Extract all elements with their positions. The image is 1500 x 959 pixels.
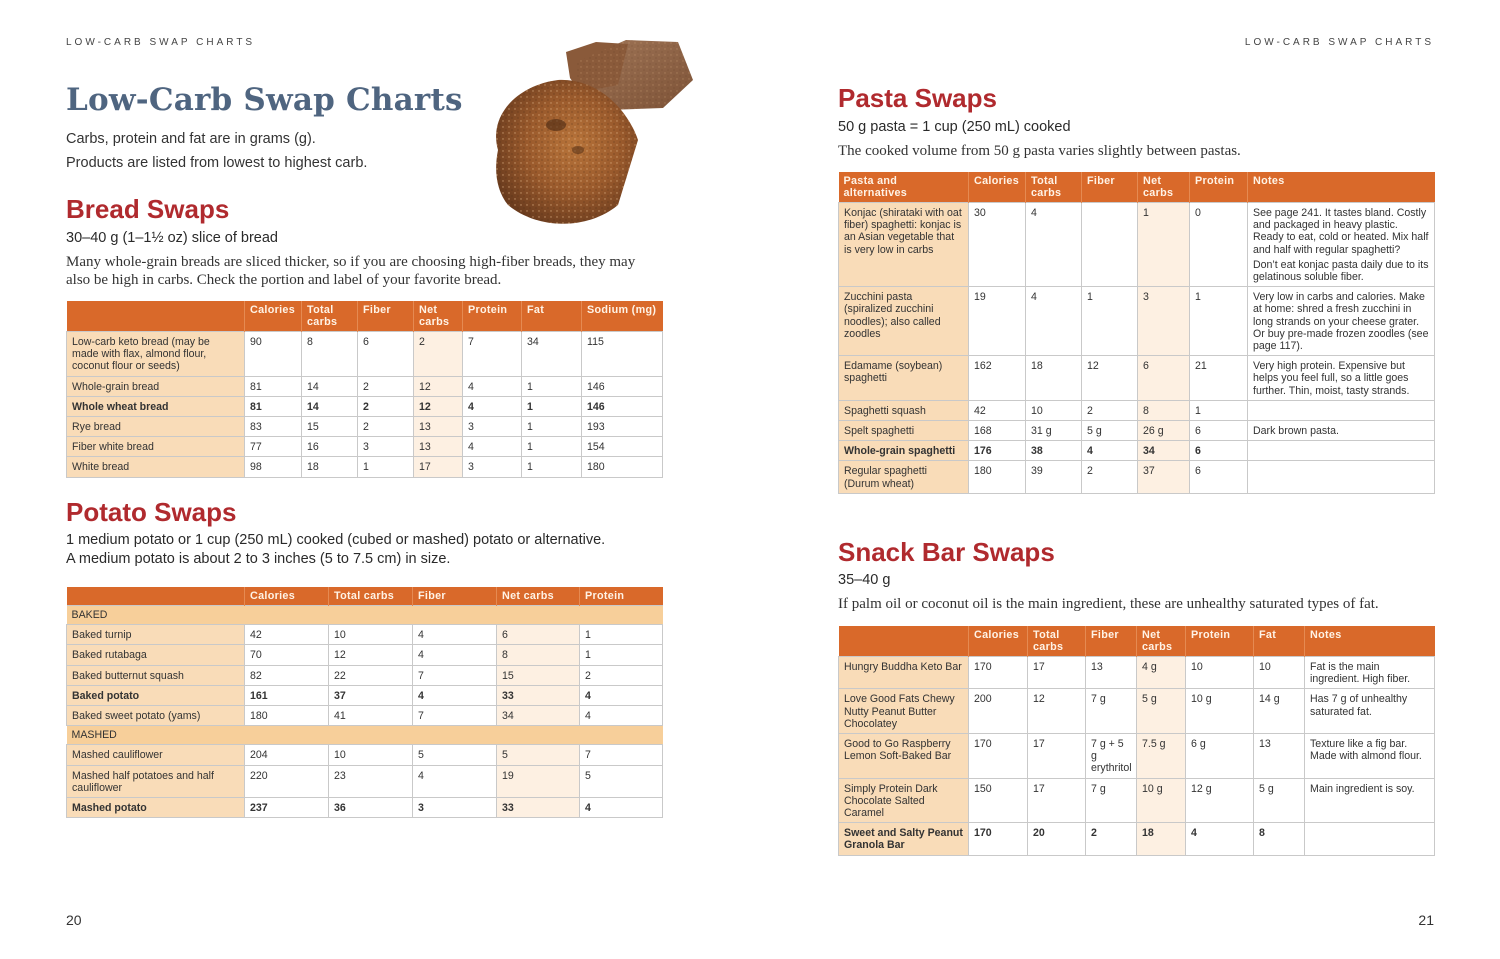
value-cell: 12 bbox=[1028, 689, 1086, 734]
item-name-cell: White bread bbox=[67, 457, 245, 477]
value-cell: 204 bbox=[245, 745, 329, 765]
running-head: LOW-CARB SWAP CHARTS bbox=[66, 37, 256, 48]
value-cell: 12 bbox=[329, 645, 413, 665]
value-cell: 4 bbox=[580, 798, 663, 818]
value-cell: 2 bbox=[414, 332, 463, 377]
column-header bbox=[67, 587, 245, 606]
value-cell: 4 bbox=[1026, 203, 1082, 287]
value-cell: 36 bbox=[329, 798, 413, 818]
group-label-text: MASHED bbox=[71, 729, 117, 742]
value-cell: 18 bbox=[302, 457, 358, 477]
value-cell: 10 bbox=[329, 745, 413, 765]
value-cell: 161 bbox=[245, 685, 329, 705]
column-header: Fiber bbox=[358, 301, 414, 332]
column-header: Net carbs bbox=[497, 587, 580, 606]
value-cell: 7.5 g bbox=[1137, 734, 1186, 779]
pasta-section-title: Pasta Swaps bbox=[838, 83, 997, 113]
column-header bbox=[67, 301, 245, 332]
column-header: Fiber bbox=[413, 587, 497, 606]
value-cell: 3 bbox=[463, 457, 522, 477]
table-header-row bbox=[67, 301, 663, 332]
value-cell: 2 bbox=[580, 665, 663, 685]
value-cell: 1 bbox=[522, 457, 582, 477]
item-name-cell: Mashed half potatoes and half cauliflower bbox=[67, 765, 245, 797]
value-cell: 154 bbox=[582, 437, 663, 457]
value-cell: 41 bbox=[329, 706, 413, 726]
table-row bbox=[839, 421, 1435, 441]
item-name-cell: Rye bread bbox=[67, 417, 245, 437]
notes-cell bbox=[1248, 356, 1435, 401]
value-cell: 1 bbox=[1138, 203, 1190, 287]
table-row bbox=[839, 356, 1435, 401]
value-cell: 2 bbox=[358, 417, 414, 437]
potato-portion-line-2: A medium potato is about 2 to 3 inches (5 to 7.5 cm) in size. bbox=[66, 551, 451, 567]
value-cell: 180 bbox=[582, 457, 663, 477]
value-cell: 83 bbox=[245, 417, 302, 437]
item-name-cell: Whole wheat bread bbox=[67, 396, 245, 416]
value-cell: 17 bbox=[414, 457, 463, 477]
value-cell: 10 g bbox=[1186, 689, 1254, 734]
value-cell: 180 bbox=[969, 461, 1026, 493]
pasta-swap-table bbox=[838, 172, 1435, 494]
item-name-cell: Zucchini pasta (spiralized zucchini noodles); also called zoodles bbox=[839, 287, 969, 356]
page-number: 21 bbox=[1418, 912, 1434, 928]
value-cell: 12 g bbox=[1186, 778, 1254, 823]
column-header: Total carbs bbox=[1028, 626, 1086, 657]
value-cell: 14 bbox=[302, 396, 358, 416]
item-name-cell: Mashed potato bbox=[67, 798, 245, 818]
value-cell: 4 bbox=[413, 685, 497, 705]
running-head: LOW-CARB SWAP CHARTS bbox=[1244, 37, 1434, 48]
value-cell: 20 bbox=[1028, 823, 1086, 855]
value-cell: 7 g bbox=[1086, 689, 1137, 734]
table-row bbox=[67, 798, 663, 818]
value-cell: 3 bbox=[358, 437, 414, 457]
value-cell: 12 bbox=[414, 376, 463, 396]
value-cell: 146 bbox=[582, 396, 663, 416]
value-cell: 18 bbox=[1026, 356, 1082, 401]
table-row bbox=[839, 461, 1435, 493]
column-header: Net carbs bbox=[1138, 172, 1190, 203]
value-cell: 5 bbox=[580, 765, 663, 797]
table-row bbox=[67, 745, 663, 765]
value-cell: 34 bbox=[497, 706, 580, 726]
value-cell: 1 bbox=[1082, 287, 1138, 356]
value-cell: 200 bbox=[969, 689, 1028, 734]
value-cell: 170 bbox=[969, 657, 1028, 689]
column-header: Calories bbox=[969, 626, 1028, 657]
column-header: Sodium (mg) bbox=[582, 301, 663, 332]
note-paragraph: Very high protein. Expensive but helps you feel full, so a little goes further. Thin, moist, tasty strands. bbox=[1253, 360, 1410, 397]
group-row bbox=[67, 606, 663, 625]
value-cell: 15 bbox=[497, 665, 580, 685]
value-cell: 30 bbox=[969, 203, 1026, 287]
column-header: Fat bbox=[522, 301, 582, 332]
right-page bbox=[750, 0, 1500, 959]
value-cell: 4 bbox=[413, 645, 497, 665]
value-cell: 170 bbox=[969, 734, 1028, 779]
value-cell: 42 bbox=[969, 400, 1026, 420]
value-cell: 180 bbox=[245, 706, 329, 726]
column-header: Total carbs bbox=[329, 587, 413, 606]
value-cell: 8 bbox=[1138, 400, 1190, 420]
value-cell: 4 bbox=[463, 396, 522, 416]
item-name-cell: Whole-grain bread bbox=[67, 376, 245, 396]
value-cell: 26 g bbox=[1138, 421, 1190, 441]
value-cell: 1 bbox=[1190, 400, 1248, 420]
table-row bbox=[67, 665, 663, 685]
value-cell: 13 bbox=[1086, 657, 1137, 689]
column-header: Total carbs bbox=[302, 301, 358, 332]
table-row bbox=[839, 400, 1435, 420]
value-cell: 2 bbox=[358, 396, 414, 416]
value-cell: 14 bbox=[302, 376, 358, 396]
table-row bbox=[839, 657, 1435, 689]
value-cell: 4 bbox=[580, 706, 663, 726]
value-cell: 70 bbox=[245, 645, 329, 665]
value-cell: 81 bbox=[245, 376, 302, 396]
item-name-cell: Baked butternut squash bbox=[67, 665, 245, 685]
item-name-cell: Whole-grain spaghetti bbox=[839, 441, 969, 461]
pasta-portion: 50 g pasta = 1 cup (250 mL) cooked bbox=[838, 119, 1071, 135]
value-cell: 42 bbox=[245, 625, 329, 645]
value-cell: 10 bbox=[329, 625, 413, 645]
value-cell: 8 bbox=[1254, 823, 1305, 855]
value-cell: 38 bbox=[1026, 441, 1082, 461]
value-cell: 4 bbox=[463, 376, 522, 396]
potato-section-title: Potato Swaps bbox=[66, 497, 237, 527]
notes-cell bbox=[1248, 461, 1435, 493]
value-cell: 5 g bbox=[1254, 778, 1305, 823]
item-name-cell: Good to Go Raspberry Lemon Soft-Baked Bar bbox=[839, 734, 969, 779]
item-name-cell: Low-carb keto bread (may be made with flax, almond flour, coconut flour or seeds) bbox=[67, 332, 245, 377]
value-cell: 4 bbox=[1082, 441, 1138, 461]
value-cell: 6 bbox=[1190, 441, 1248, 461]
column-header: Notes bbox=[1248, 172, 1435, 203]
value-cell: 1 bbox=[580, 645, 663, 665]
table-header-row bbox=[839, 172, 1435, 203]
column-header bbox=[839, 626, 969, 657]
value-cell: 81 bbox=[245, 396, 302, 416]
value-cell: 8 bbox=[302, 332, 358, 377]
notes-cell: Main ingredient is soy. bbox=[1305, 778, 1435, 823]
column-header: Protein bbox=[580, 587, 663, 606]
value-cell: 1 bbox=[522, 376, 582, 396]
item-name-cell: Mashed cauliflower bbox=[67, 745, 245, 765]
notes-cell bbox=[1248, 400, 1435, 420]
item-name-cell: Baked potato bbox=[67, 685, 245, 705]
value-cell: 7 g + 5 g erythritol bbox=[1086, 734, 1137, 779]
potato-swap-table bbox=[66, 587, 663, 818]
table-row bbox=[67, 417, 663, 437]
column-header: Fat bbox=[1254, 626, 1305, 657]
column-header: Protein bbox=[1186, 626, 1254, 657]
value-cell: 193 bbox=[582, 417, 663, 437]
column-header: Notes bbox=[1305, 626, 1435, 657]
snack-swap-table bbox=[838, 626, 1435, 856]
value-cell: 7 g bbox=[1086, 778, 1137, 823]
column-header: Fiber bbox=[1082, 172, 1138, 203]
value-cell: 6 bbox=[1190, 461, 1248, 493]
notes-cell bbox=[1305, 823, 1435, 855]
value-cell: 31 g bbox=[1026, 421, 1082, 441]
value-cell: 1 bbox=[522, 417, 582, 437]
notes-cell: Texture like a fig bar. Made with almond flour. bbox=[1305, 734, 1435, 779]
value-cell: 15 bbox=[302, 417, 358, 437]
bread-loaf-photo bbox=[478, 30, 703, 235]
value-cell: 176 bbox=[969, 441, 1026, 461]
value-cell: 4 bbox=[580, 685, 663, 705]
table-row bbox=[839, 203, 1435, 287]
value-cell: 3 bbox=[413, 798, 497, 818]
value-cell: 1 bbox=[1190, 287, 1248, 356]
value-cell: 220 bbox=[245, 765, 329, 797]
value-cell: 37 bbox=[329, 685, 413, 705]
value-cell: 170 bbox=[969, 823, 1028, 855]
group-label-text: BAKED bbox=[71, 609, 108, 621]
item-name-cell: Baked sweet potato (yams) bbox=[67, 706, 245, 726]
potato-portion-line-1: 1 medium potato or 1 cup (250 mL) cooked (cubed or mashed) potato or alternative. bbox=[66, 532, 606, 548]
value-cell: 168 bbox=[969, 421, 1026, 441]
value-cell: 22 bbox=[329, 665, 413, 685]
item-name-cell: Edamame (soybean) spaghetti bbox=[839, 356, 969, 401]
notes-cell bbox=[1248, 287, 1435, 356]
value-cell: 1 bbox=[358, 457, 414, 477]
value-cell: 77 bbox=[245, 437, 302, 457]
value-cell bbox=[1082, 203, 1138, 287]
note-paragraph: Dark brown pasta. bbox=[1253, 425, 1339, 438]
value-cell: 1 bbox=[580, 625, 663, 645]
column-header: Calories bbox=[245, 301, 302, 332]
value-cell: 17 bbox=[1028, 657, 1086, 689]
note-paragraph: Don’t eat konjac pasta daily due to its gelatinous soluble fiber. bbox=[1253, 258, 1429, 284]
item-name-cell: Baked rutabaga bbox=[67, 645, 245, 665]
value-cell: 14 g bbox=[1254, 689, 1305, 734]
value-cell: 6 bbox=[358, 332, 414, 377]
value-cell: 10 g bbox=[1137, 778, 1186, 823]
group-label bbox=[67, 726, 663, 745]
value-cell: 19 bbox=[969, 287, 1026, 356]
value-cell: 7 bbox=[580, 745, 663, 765]
value-cell: 1 bbox=[522, 437, 582, 457]
table-row bbox=[839, 287, 1435, 356]
table-row bbox=[67, 437, 663, 457]
item-name-cell: Spaghetti squash bbox=[839, 400, 969, 420]
value-cell: 7 bbox=[413, 706, 497, 726]
value-cell: 33 bbox=[497, 685, 580, 705]
value-cell: 13 bbox=[414, 417, 463, 437]
value-cell: 2 bbox=[1086, 823, 1137, 855]
value-cell: 5 g bbox=[1082, 421, 1138, 441]
value-cell: 5 g bbox=[1137, 689, 1186, 734]
value-cell: 17 bbox=[1028, 734, 1086, 779]
notes-cell: Has 7 g of unhealthy saturated fat. bbox=[1305, 689, 1435, 734]
page-number: 20 bbox=[66, 912, 82, 928]
page-title: Low-Carb Swap Charts bbox=[66, 82, 463, 118]
value-cell: 5 bbox=[413, 745, 497, 765]
table-row bbox=[839, 734, 1435, 779]
bread-portion: 30–40 g (1–1½ oz) slice of bread bbox=[66, 230, 278, 246]
table-row bbox=[67, 706, 663, 726]
notes-cell bbox=[1248, 203, 1435, 287]
table-row bbox=[67, 457, 663, 477]
column-header: Total carbs bbox=[1026, 172, 1082, 203]
value-cell: 39 bbox=[1026, 461, 1082, 493]
snack-portion: 35–40 g bbox=[838, 572, 891, 588]
value-cell: 4 bbox=[1186, 823, 1254, 855]
item-name-cell: Simply Protein Dark Chocolate Salted Caramel bbox=[839, 778, 969, 823]
value-cell: 3 bbox=[1138, 287, 1190, 356]
column-header: Pasta and alternatives bbox=[839, 172, 969, 203]
value-cell: 1 bbox=[522, 396, 582, 416]
value-cell: 4 bbox=[463, 437, 522, 457]
value-cell: 13 bbox=[414, 437, 463, 457]
notes-cell bbox=[1248, 421, 1435, 441]
table-header-row bbox=[839, 626, 1435, 657]
value-cell: 34 bbox=[522, 332, 582, 377]
value-cell: 115 bbox=[582, 332, 663, 377]
column-header: Fiber bbox=[1086, 626, 1137, 657]
value-cell: 3 bbox=[463, 417, 522, 437]
column-header: Calories bbox=[245, 587, 329, 606]
value-cell: 6 g bbox=[1186, 734, 1254, 779]
value-cell: 16 bbox=[302, 437, 358, 457]
table-row bbox=[839, 823, 1435, 855]
value-cell: 6 bbox=[1138, 356, 1190, 401]
value-cell: 5 bbox=[497, 745, 580, 765]
value-cell: 90 bbox=[245, 332, 302, 377]
value-cell: 2 bbox=[358, 376, 414, 396]
value-cell: 150 bbox=[969, 778, 1028, 823]
snack-section-title: Snack Bar Swaps bbox=[838, 537, 1055, 567]
value-cell: 4 bbox=[1026, 287, 1082, 356]
value-cell: 4 g bbox=[1137, 657, 1186, 689]
value-cell: 0 bbox=[1190, 203, 1248, 287]
item-name-cell: Regular spaghetti (Durum wheat) bbox=[839, 461, 969, 493]
item-name-cell: Sweet and Salty Peanut Granola Bar bbox=[839, 823, 969, 855]
column-header: Net carbs bbox=[414, 301, 463, 332]
table-header-row bbox=[67, 587, 663, 606]
value-cell: 19 bbox=[497, 765, 580, 797]
value-cell: 4 bbox=[413, 625, 497, 645]
value-cell: 8 bbox=[497, 645, 580, 665]
intro-line-order: Products are listed from lowest to highest carb. bbox=[66, 155, 368, 171]
table-row bbox=[67, 396, 663, 416]
value-cell: 2 bbox=[1082, 461, 1138, 493]
value-cell: 12 bbox=[414, 396, 463, 416]
item-name-cell: Hungry Buddha Keto Bar bbox=[839, 657, 969, 689]
value-cell: 21 bbox=[1190, 356, 1248, 401]
notes-cell bbox=[1248, 441, 1435, 461]
table-row bbox=[67, 376, 663, 396]
table-row bbox=[839, 441, 1435, 461]
column-header: Protein bbox=[463, 301, 522, 332]
value-cell: 33 bbox=[497, 798, 580, 818]
item-name-cell: Fiber white bread bbox=[67, 437, 245, 457]
column-header: Protein bbox=[1190, 172, 1248, 203]
bread-swap-table bbox=[66, 301, 663, 478]
value-cell: 34 bbox=[1138, 441, 1190, 461]
value-cell: 4 bbox=[413, 765, 497, 797]
value-cell: 2 bbox=[1082, 400, 1138, 420]
group-row bbox=[67, 726, 663, 745]
note-paragraph: Very low in carbs and calories. Make at home: shred a fresh zucchini in long strands on your cheese grater. Or buy pre-made frozen zoodles (see page 117). bbox=[1253, 291, 1429, 353]
table-row bbox=[839, 689, 1435, 734]
item-name-cell: Spelt spaghetti bbox=[839, 421, 969, 441]
value-cell: 18 bbox=[1137, 823, 1186, 855]
pasta-description: The cooked volume from 50 g pasta varies slightly between pastas. bbox=[838, 143, 1241, 159]
value-cell: 23 bbox=[329, 765, 413, 797]
value-cell: 10 bbox=[1026, 400, 1082, 420]
table-row bbox=[67, 765, 663, 797]
value-cell: 162 bbox=[969, 356, 1026, 401]
value-cell: 146 bbox=[582, 376, 663, 396]
group-label bbox=[67, 606, 663, 625]
intro-line-units: Carbs, protein and fat are in grams (g). bbox=[66, 131, 316, 147]
value-cell: 37 bbox=[1138, 461, 1190, 493]
value-cell: 13 bbox=[1254, 734, 1305, 779]
table-row bbox=[67, 625, 663, 645]
value-cell: 7 bbox=[463, 332, 522, 377]
note-paragraph: See page 241. It tastes bland. Costly and packaged in heavy plastic. Ready to eat, cold or heated. Mix half and half with regular spaghetti? bbox=[1253, 207, 1429, 256]
value-cell: 10 bbox=[1186, 657, 1254, 689]
value-cell: 17 bbox=[1028, 778, 1086, 823]
value-cell: 7 bbox=[413, 665, 497, 685]
table-row bbox=[67, 332, 663, 377]
value-cell: 6 bbox=[1190, 421, 1248, 441]
column-header: Calories bbox=[969, 172, 1026, 203]
table-row bbox=[67, 645, 663, 665]
bread-section-title: Bread Swaps bbox=[66, 194, 230, 224]
notes-cell: Fat is the main ingredient. High fiber. bbox=[1305, 657, 1435, 689]
value-cell: 237 bbox=[245, 798, 329, 818]
item-name-cell: Konjac (shirataki with oat fiber) spaghetti: konjac is an Asian vegetable that is very low in carbs bbox=[839, 203, 969, 287]
snack-description: If palm oil or coconut oil is the main ingredient, these are unhealthy saturated types of fat. bbox=[838, 596, 1379, 612]
value-cell: 6 bbox=[497, 625, 580, 645]
table-row bbox=[839, 778, 1435, 823]
bread-description: Many whole-grain breads are sliced thicker, so if you are choosing high-fiber breads, they may also be high in carbs. Check the portion and label of your favorite bread. bbox=[66, 254, 636, 288]
item-name-cell: Baked turnip bbox=[67, 625, 245, 645]
value-cell: 98 bbox=[245, 457, 302, 477]
value-cell: 12 bbox=[1082, 356, 1138, 401]
table-row bbox=[67, 685, 663, 705]
value-cell: 10 bbox=[1254, 657, 1305, 689]
column-header: Net carbs bbox=[1137, 626, 1186, 657]
item-name-cell: Love Good Fats Chewy Nutty Peanut Butter Chocolatey bbox=[839, 689, 969, 734]
value-cell: 82 bbox=[245, 665, 329, 685]
